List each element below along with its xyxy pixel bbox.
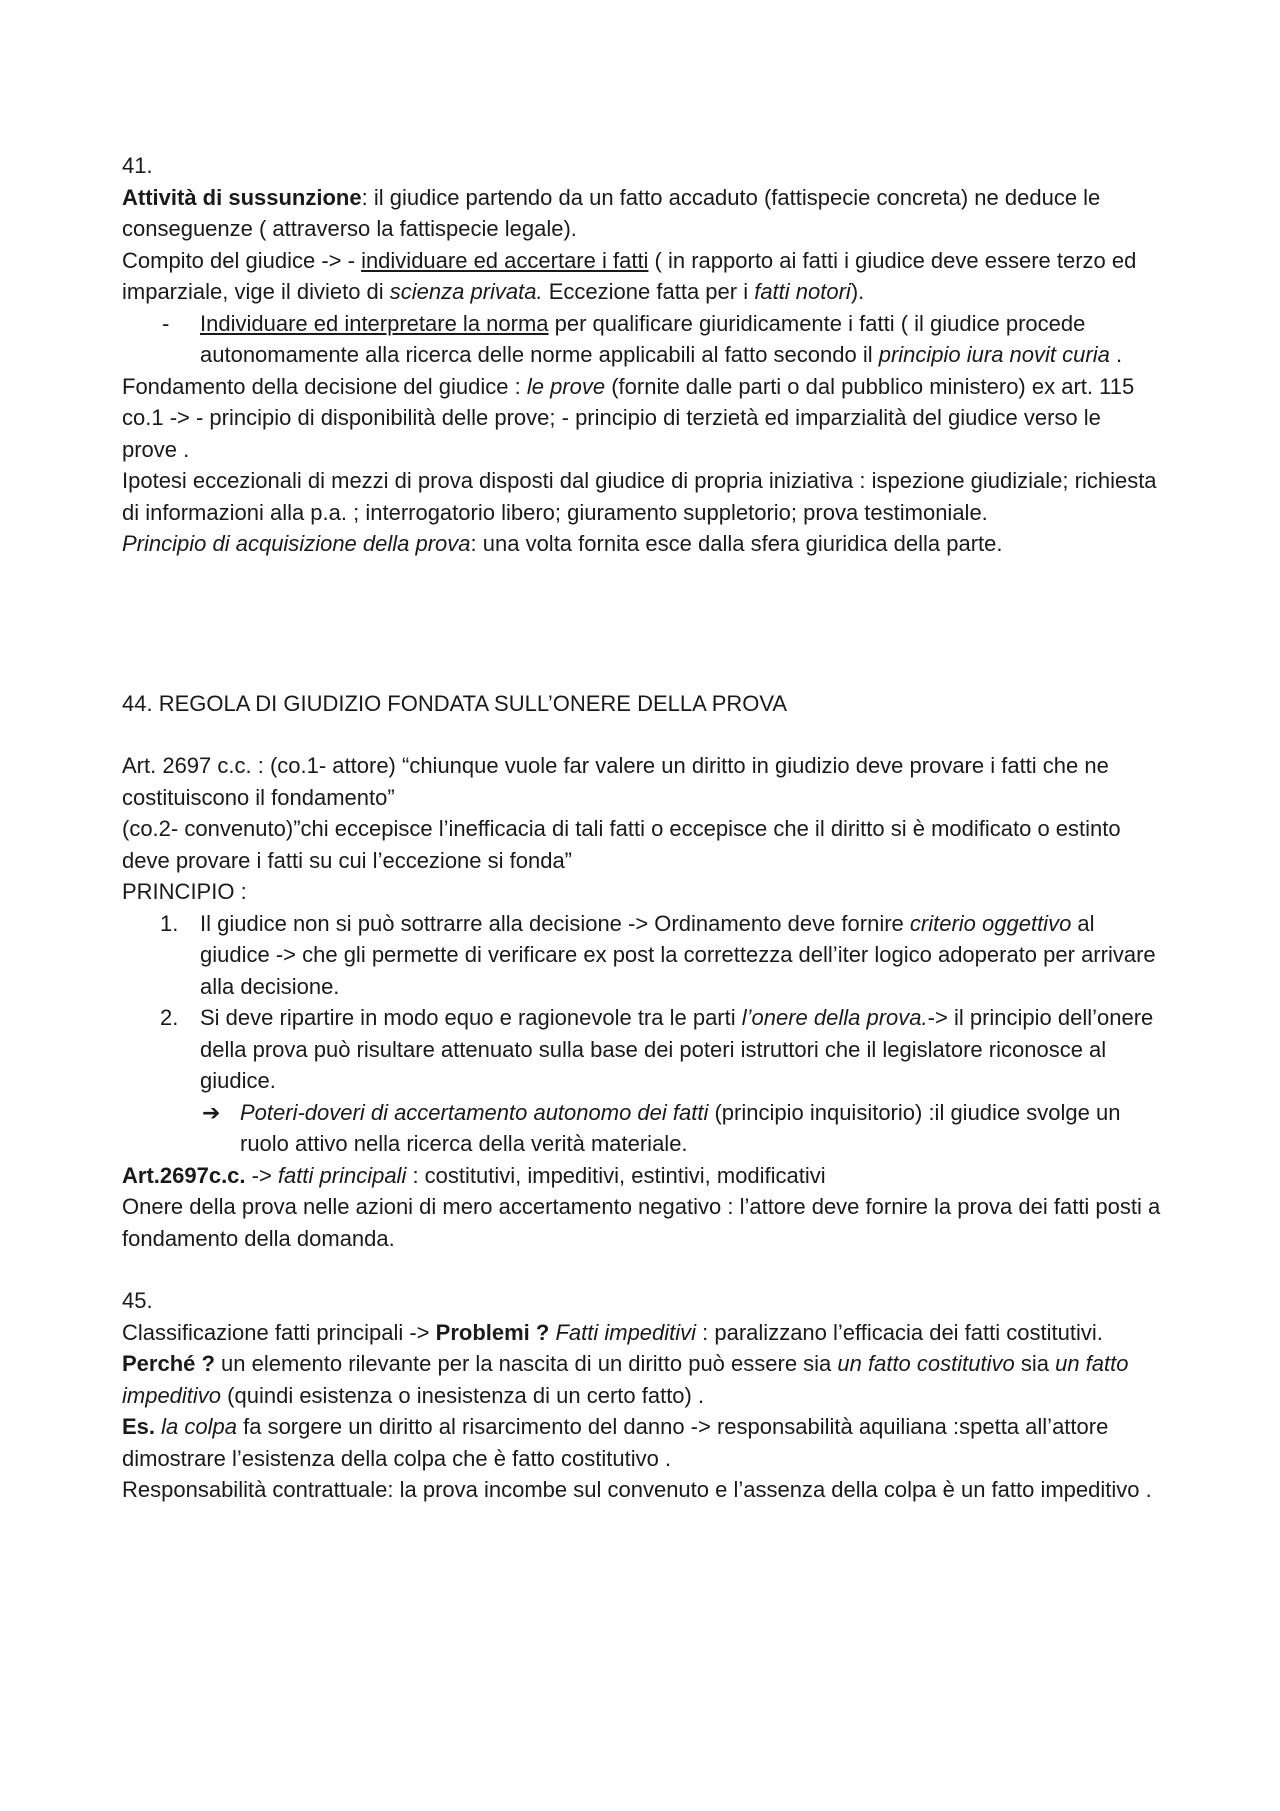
section-41-paragraph-2: Compito del giudice -> - individuare ed accertare i fatti ( in rapporto ai fatti i giudice deve essere terzo ed imparziale, vige il divieto di scienza privata. Eccezione fatta per i fatti notori). — [122, 247, 1137, 304]
section-44-arrow-item: ➔ Poteri-doveri di accertamento autonomo dei fatti (principio inquisitorio) :il giudice svolge un ruolo attivo nella ricerca della verità materiale. — [122, 1097, 1162, 1160]
list-number: 1. — [160, 910, 179, 936]
spacer — [122, 719, 1162, 750]
section-44-paragraph-2: (co.2- convenuto)”chi eccepisce l’inefficacia di tali fatti o eccepisce che il diritto si è modificato o estinto deve provare i fatti su cui l’eccezione si fonda” — [122, 816, 1121, 873]
section-41-paragraph-4: Ipotesi eccezionali di mezzi di prova disposti dal giudice di propria iniziativa : ispezione giudiziale; richiesta di informazioni alla p.a. ; interrogatorio libero; giuramento suppletorio; prova testimoniale. — [122, 468, 1157, 525]
spacer — [122, 560, 1162, 688]
list-number: 2. — [160, 1005, 179, 1030]
section-44-principio-label: PRINCIPIO : — [122, 879, 247, 904]
section-45-number: 45. — [122, 1288, 153, 1313]
section-45-paragraph-3: Es. la colpa fa sorgere un diritto al risarcimento del danno -> responsabilità aquiliana :spetta all’attore dimostrare l’esistenza della colpa che è fatto costitutivo . — [122, 1414, 1109, 1471]
term-bold: Attività di sussunzione — [122, 184, 362, 210]
section-45-paragraph-1: Classificazione fatti principali -> Problemi ? Fatti impeditivi : paralizzano l’efficacia dei fatti costitutivi. — [122, 1319, 1103, 1345]
dash-bullet: - — [162, 310, 170, 336]
document-page — [122, 150, 1162, 1506]
section-41-paragraph-5: Principio di acquisizione della prova: una volta fornita esce dalla sfera giuridica della parte. — [122, 531, 1003, 556]
section-41-paragraph-3: Fondamento della decisione del giudice : le prove (fornite dalle parti o dal pubblico ministero) ex art. 115 co.1 -> - principio di disponibilità delle prove; - principio di terzietà ed imparzialità del giudice verso le prove . — [122, 373, 1135, 462]
section-41-bullet-item: - Individuare ed interpretare la norma per qualificare giuridicamente i fatti ( il giudice procede autonomamente alla ricerca delle norme applicabili al fatto secondo il principio iura novit curia . — [122, 308, 1162, 371]
section-41-paragraph-1: Attività di sussunzione: il giudice partendo da un fatto accaduto (fattispecie concreta) ne deduce le conseguenze ( attraverso la fattispecie legale). — [122, 184, 1101, 241]
section-44-list-item-1: 1. Il giudice non si può sottrarre alla decisione -> Ordinamento deve fornire criterio oggettivo al giudice -> che gli permette di verificare ex post la correttezza dell’iter logico adoperato per arrivare alla decisione. — [122, 908, 1162, 1003]
section-44-heading: 44. REGOLA DI GIUDIZIO FONDATA SULL’ONERE DELLA PROVA — [122, 690, 788, 716]
spacer — [122, 1254, 1162, 1285]
section-44-list-item-2: 2. Si deve ripartire in modo equo e ragionevole tra le parti l’onere della prova.-> il principio dell’onere della prova può risultare attenuato sulla base dei poteri istruttori che il legislatore riconosce al giudice. — [122, 1002, 1162, 1097]
section-41-number: 41. — [122, 153, 153, 178]
section-44-paragraph-4: Art.2697c.c. -> fatti principali : costitutivi, impeditivi, estintivi, modificativi — [122, 1162, 826, 1188]
section-45-paragraph-4: Responsabilità contrattuale: la prova incombe sul convenuto e l’assenza della colpa è un fatto impeditivo . — [122, 1477, 1152, 1502]
arrow-right-icon: ➔ — [202, 1099, 221, 1125]
section-44-paragraph-5: Onere della prova nelle azioni di mero accertamento negativo : l’attore deve fornire la prova dei fatti posti a fondamento della domanda. — [122, 1194, 1161, 1251]
section-44-paragraph-1: Art. 2697 c.c. : (co.1- attore) “chiunque vuole far valere un diritto in giudizio deve provare i fatti che ne costituiscono il fondamento” — [122, 753, 1109, 810]
section-45-paragraph-2: Perché ? un elemento rilevante per la nascita di un diritto può essere sia un fatto costitutivo sia un fatto impeditivo (quindi esistenza o inesistenza di un certo fatto) . — [122, 1351, 1129, 1408]
